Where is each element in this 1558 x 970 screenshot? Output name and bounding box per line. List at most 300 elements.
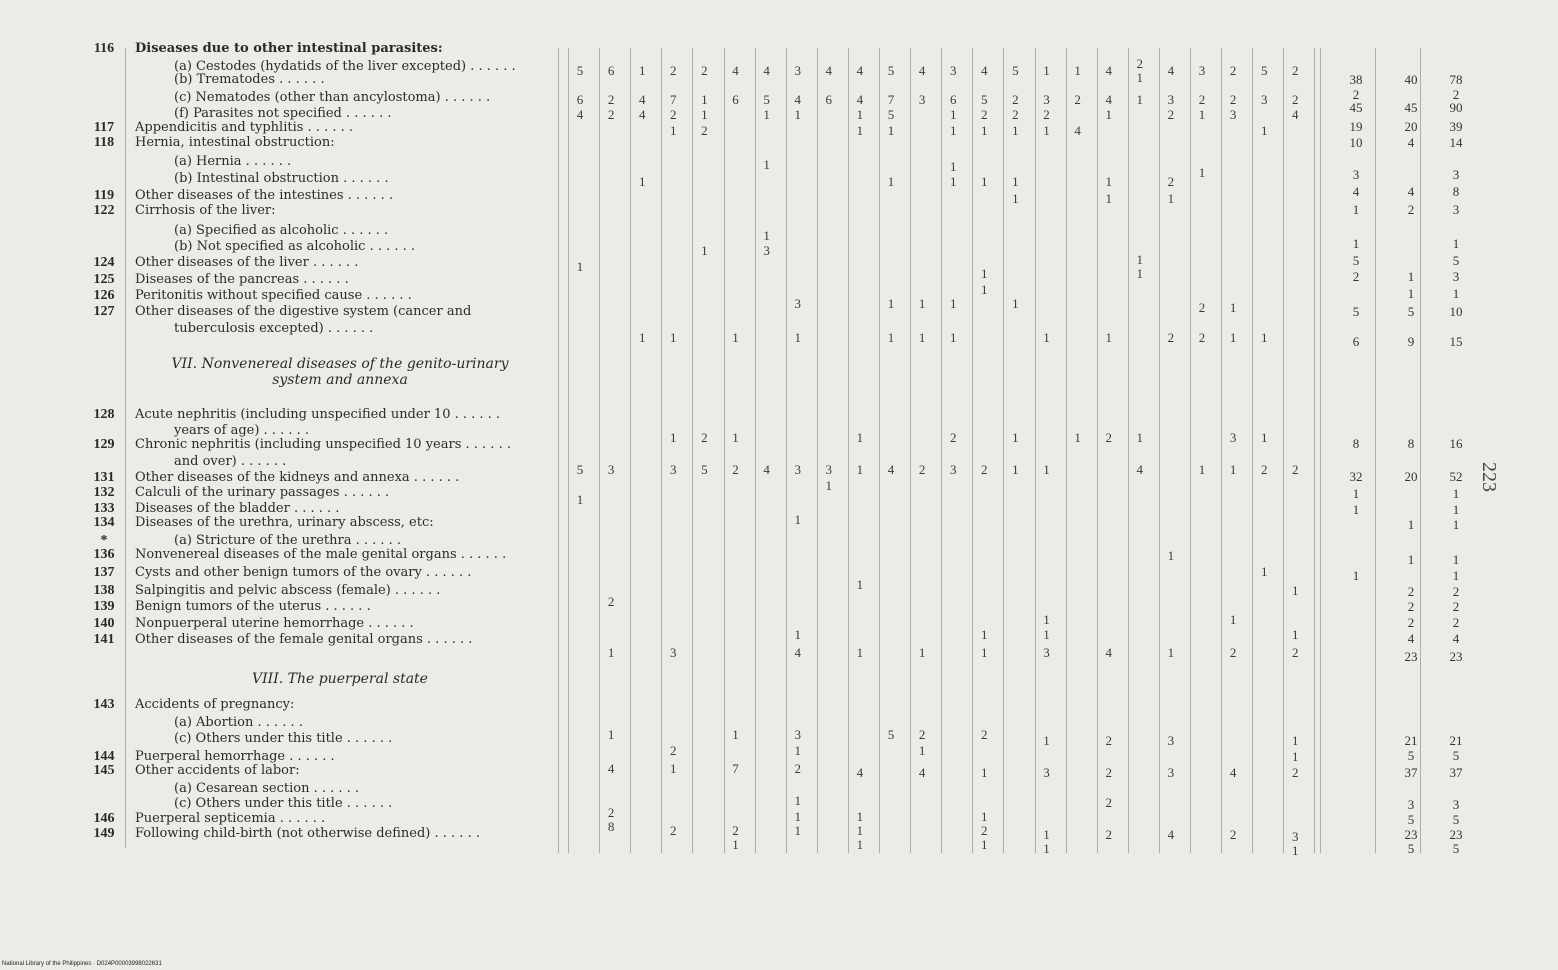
- table-cell: 1: [949, 330, 957, 345]
- cause-label: Diseases of the pancreas . . . . . .: [135, 273, 349, 287]
- column-rule: [755, 48, 756, 853]
- table-cell: 1: [1136, 252, 1144, 267]
- table-cell: 1: [949, 159, 957, 174]
- table-cell: 2: [981, 107, 988, 122]
- table-cell: 1: [1167, 191, 1175, 206]
- cause-number: 144: [93, 749, 115, 764]
- table-cell: 1: [1136, 266, 1144, 281]
- table-cell: 3: [1167, 733, 1175, 748]
- cause-number: *: [100, 533, 108, 548]
- cause-number: 124: [93, 255, 115, 270]
- table-cell: 2: [1292, 92, 1299, 107]
- table-cell: 1: [670, 330, 677, 345]
- cause-label: Cirrhosis of the liver:: [135, 204, 276, 218]
- table-cell: 1: [856, 809, 864, 824]
- total-cell: 1: [1407, 269, 1415, 284]
- column-rule: [630, 48, 631, 853]
- table-cell: 1: [1292, 583, 1299, 598]
- cause-number: 139: [93, 599, 115, 614]
- cause-label: Other accidents of labor:: [135, 764, 300, 778]
- table-cell: 4: [607, 761, 615, 776]
- table-cell: 2: [1198, 92, 1206, 107]
- total-cell: 4: [1407, 184, 1415, 199]
- total-cell: 2: [1452, 584, 1460, 599]
- cause-number: 127: [93, 304, 115, 319]
- total-cell: 1: [1352, 486, 1360, 501]
- total-cell: 23: [1449, 649, 1463, 664]
- total-cell: 32: [1349, 469, 1363, 484]
- cause-label: (c) Others under this title . . . . . .: [174, 732, 393, 746]
- table-cell: 3: [918, 92, 926, 107]
- column-rule: [879, 48, 880, 853]
- table-cell: 1: [1198, 107, 1206, 122]
- total-cell: 5: [1452, 812, 1460, 827]
- cause-label: Puerperal hemorrhage . . . . . .: [135, 750, 335, 764]
- column-rule: [1159, 48, 1160, 853]
- column-rule: [1066, 48, 1067, 853]
- column-rule: [558, 48, 559, 853]
- table-cell: 8: [607, 819, 615, 834]
- table-cell: 1: [763, 228, 770, 243]
- table-cell: 5: [576, 63, 584, 78]
- column-rule: [1221, 48, 1222, 853]
- cause-number: 145: [93, 763, 115, 778]
- table-cell: 2: [918, 462, 926, 477]
- table-cell: 1: [1229, 462, 1237, 477]
- table-cell: 4: [1074, 123, 1081, 138]
- table-cell: 1: [1012, 174, 1019, 189]
- table-cell: 2: [1229, 827, 1237, 842]
- cause-number: 117: [93, 120, 115, 135]
- total-cell: 4: [1407, 631, 1415, 646]
- table-cell: 1: [794, 107, 801, 122]
- total-cell: 14: [1449, 135, 1463, 150]
- cause-label: Nonpuerperal uterine hemorrhage . . . . . .: [135, 617, 414, 631]
- total-cell: 3: [1407, 797, 1415, 812]
- table-cell: 4: [732, 63, 739, 78]
- cause-number: 132: [93, 485, 115, 500]
- table-cell: 1: [1292, 749, 1299, 764]
- column-rule: [1252, 48, 1253, 853]
- cause-label: tuberculosis excepted) . . . . . .: [174, 322, 374, 336]
- table-cell: 1: [856, 645, 864, 660]
- column-rule: [1035, 48, 1036, 853]
- table-cell: 1: [576, 492, 584, 507]
- total-cell: 23: [1404, 649, 1418, 664]
- total-cell: 78: [1449, 72, 1463, 87]
- cause-number: 140: [93, 616, 115, 631]
- table-cell: 3: [1043, 92, 1050, 107]
- total-cell: 10: [1449, 304, 1463, 319]
- cause-number: 137: [93, 565, 115, 580]
- total-cell: 1: [1352, 202, 1360, 217]
- cause-label: Diseases due to other intestinal parasites:: [135, 42, 443, 56]
- table-cell: 2: [732, 462, 739, 477]
- table-cell: 1: [1198, 165, 1206, 180]
- table-cell: 1: [1105, 107, 1112, 122]
- table-cell: 1: [607, 727, 615, 742]
- total-cell: 3: [1452, 167, 1460, 182]
- total-cell: 2: [1352, 269, 1360, 284]
- total-cell: 1: [1407, 552, 1415, 567]
- table-cell: 4: [825, 63, 833, 78]
- cause-label: Calculi of the urinary passages . . . . . .: [135, 486, 390, 500]
- table-cell: 4: [856, 92, 864, 107]
- cause-label: (a) Cestodes (hydatids of the liver excepted) . . . . . .: [174, 60, 516, 74]
- table-cell: 1: [856, 107, 864, 122]
- total-cell: 21: [1449, 733, 1463, 748]
- table-cell: 4: [1167, 63, 1175, 78]
- table-cell: 3: [949, 462, 957, 477]
- cause-number: 116: [93, 41, 115, 56]
- table-cell: 1: [856, 123, 864, 138]
- table-cell: 1: [670, 761, 677, 776]
- table-cell: 1: [1292, 627, 1299, 642]
- table-cell: 4: [918, 765, 926, 780]
- column-rule: [568, 48, 569, 853]
- column-rule: [1314, 48, 1315, 853]
- column-rule: [786, 48, 787, 853]
- total-cell: 8: [1352, 436, 1360, 451]
- table-cell: 1: [732, 430, 739, 445]
- table-cell: 5: [1012, 63, 1019, 78]
- table-cell: 6: [732, 92, 739, 107]
- table-cell: 1: [1012, 430, 1019, 445]
- cause-number: 136: [93, 547, 115, 562]
- total-cell: 5: [1452, 253, 1460, 268]
- section-heading-line: VII. Nonvenereal diseases of the genito-urinary: [171, 356, 509, 372]
- table-cell: 1: [949, 174, 957, 189]
- table-cell: 2: [670, 107, 677, 122]
- column-rule: [125, 48, 126, 848]
- total-cell: 1: [1452, 568, 1460, 583]
- table-cell: 1: [856, 837, 864, 852]
- total-cell: 5: [1407, 748, 1415, 763]
- total-cell: 2: [1452, 87, 1460, 102]
- table-cell: 1: [981, 765, 988, 780]
- cause-label: Other diseases of the digestive system (cancer and: [135, 305, 472, 319]
- table-cell: 1: [949, 107, 957, 122]
- page-number: 223: [1478, 462, 1500, 492]
- table-cell: 2: [1229, 92, 1237, 107]
- cause-label: Other diseases of the intestines . . . . . .: [135, 189, 394, 203]
- total-cell: 3: [1452, 797, 1460, 812]
- cause-label: (c) Nematodes (other than ancylostoma) . . . . . .: [174, 91, 491, 105]
- table-cell: 2: [1105, 827, 1112, 842]
- table-cell: 2: [607, 594, 615, 609]
- table-cell: 4: [576, 107, 584, 122]
- table-cell: 1: [918, 296, 926, 311]
- table-cell: 4: [1167, 827, 1175, 842]
- total-cell: 20: [1404, 469, 1418, 484]
- table-cell: 2: [1136, 56, 1144, 71]
- table-cell: 1: [981, 266, 988, 281]
- cause-number: 143: [93, 697, 115, 712]
- table-cell: 4: [763, 63, 770, 78]
- cause-label: Chronic nephritis (including unspecified 10 years . . . . . .: [135, 438, 511, 452]
- table-cell: 1: [918, 330, 926, 345]
- total-cell: 45: [1349, 100, 1363, 115]
- total-cell: 16: [1449, 436, 1463, 451]
- table-cell: 2: [701, 63, 708, 78]
- table-cell: 1: [1012, 462, 1019, 477]
- table-cell: 3: [670, 462, 677, 477]
- cause-label: and over) . . . . . .: [174, 455, 287, 469]
- table-cell: 3: [1229, 107, 1237, 122]
- table-cell: 2: [1105, 795, 1112, 810]
- column-rule: [599, 48, 600, 853]
- cause-number: 149: [93, 826, 115, 841]
- cause-label: (a) Stricture of the urethra . . . . . .: [174, 534, 402, 548]
- total-cell: 8: [1452, 184, 1460, 199]
- table-cell: 2: [1012, 92, 1019, 107]
- column-rule: [724, 48, 725, 853]
- total-cell: 1: [1452, 502, 1460, 517]
- table-cell: 1: [670, 123, 677, 138]
- cause-label: Hernia, intestinal obstruction:: [135, 136, 335, 150]
- table-cell: 1: [1043, 330, 1050, 345]
- table-cell: 1: [638, 174, 646, 189]
- table-cell: 1: [1074, 430, 1081, 445]
- table-cell: 2: [949, 430, 957, 445]
- table-cell: 1: [856, 823, 864, 838]
- table-cell: 4: [794, 645, 801, 660]
- table-cell: 1: [1012, 123, 1019, 138]
- column-rule: [1128, 48, 1129, 853]
- table-cell: 1: [981, 645, 988, 660]
- cause-label: (a) Abortion . . . . . .: [174, 716, 303, 730]
- table-cell: 1: [1260, 123, 1268, 138]
- cause-label: Other diseases of the liver . . . . . .: [135, 256, 359, 270]
- table-cell: 2: [1167, 107, 1175, 122]
- table-cell: 4: [763, 462, 770, 477]
- column-rule: [1003, 48, 1004, 853]
- table-cell: 2: [1043, 107, 1050, 122]
- total-cell: 23: [1404, 827, 1418, 842]
- total-cell: 45: [1404, 100, 1418, 115]
- cause-label: Other diseases of the female genital organs . . . . . .: [135, 633, 473, 647]
- table-cell: 1: [1043, 627, 1050, 642]
- table-cell: 6: [576, 92, 584, 107]
- total-cell: 5: [1352, 304, 1360, 319]
- table-cell: 7: [670, 92, 677, 107]
- table-cell: 1: [887, 296, 895, 311]
- total-cell: 37: [1449, 765, 1463, 780]
- total-cell: 5: [1452, 841, 1460, 856]
- table-cell: 2: [670, 823, 677, 838]
- table-cell: 3: [1292, 829, 1299, 844]
- table-cell: 6: [607, 63, 615, 78]
- table-cell: 1: [1260, 430, 1268, 445]
- cause-label: (b) Trematodes . . . . . .: [174, 73, 325, 87]
- total-cell: 39: [1449, 119, 1463, 134]
- cause-label: (a) Specified as alcoholic . . . . . .: [174, 224, 389, 238]
- table-cell: 1: [981, 627, 988, 642]
- total-cell: 2: [1407, 202, 1415, 217]
- table-cell: 4: [1136, 462, 1144, 477]
- table-cell: 1: [794, 330, 801, 345]
- total-cell: 1: [1407, 286, 1415, 301]
- total-cell: 40: [1404, 72, 1418, 87]
- table-cell: 5: [576, 462, 584, 477]
- cause-label: Nonvenereal diseases of the male genital organs . . . . . .: [135, 548, 507, 562]
- table-cell: 1: [732, 727, 739, 742]
- table-cell: 4: [1105, 92, 1112, 107]
- table-cell: 3: [825, 462, 833, 477]
- total-cell: 2: [1407, 615, 1415, 630]
- table-cell: 3: [794, 462, 801, 477]
- total-cell: 1: [1452, 486, 1460, 501]
- cause-number: 129: [93, 437, 115, 452]
- total-cell: 5: [1352, 253, 1360, 268]
- table-cell: 1: [701, 243, 708, 258]
- table-cell: 3: [670, 645, 677, 660]
- total-cell: 1: [1352, 502, 1360, 517]
- cause-label: Appendicitis and typhlitis . . . . . .: [135, 121, 353, 135]
- cause-label: Cysts and other benign tumors of the ovary . . . . . .: [135, 566, 472, 580]
- table-cell: 2: [607, 107, 615, 122]
- total-cell: 1: [1452, 552, 1460, 567]
- table-cell: 1: [1229, 612, 1237, 627]
- table-cell: 3: [1229, 430, 1237, 445]
- table-cell: 1: [949, 296, 957, 311]
- total-cell: 8: [1407, 436, 1415, 451]
- table-cell: 2: [1229, 63, 1237, 78]
- table-cell: 1: [794, 743, 801, 758]
- column-rule: [692, 48, 693, 853]
- table-cell: 1: [794, 809, 801, 824]
- cause-label: Diseases of the bladder . . . . . .: [135, 502, 340, 516]
- table-cell: 5: [887, 107, 895, 122]
- table-cell: 1: [981, 123, 988, 138]
- table-cell: 2: [1229, 645, 1237, 660]
- table-cell: 4: [1292, 107, 1299, 122]
- column-rule: [910, 48, 911, 853]
- table-cell: 1: [732, 330, 739, 345]
- column-rule: [848, 48, 849, 853]
- table-cell: 1: [1292, 843, 1299, 858]
- table-cell: 1: [856, 462, 864, 477]
- cause-label: Benign tumors of the uterus . . . . . .: [135, 600, 371, 614]
- table-cell: 2: [732, 823, 739, 838]
- table-cell: 1: [1105, 191, 1112, 206]
- table-cell: 1: [576, 259, 584, 274]
- table-cell: 1: [856, 430, 864, 445]
- table-cell: 3: [949, 63, 957, 78]
- column-rule: [1097, 48, 1098, 853]
- column-rule: [1190, 48, 1191, 853]
- total-cell: 1: [1452, 286, 1460, 301]
- table-cell: 1: [1105, 174, 1112, 189]
- table-cell: 2: [670, 63, 677, 78]
- table-cell: 1: [949, 123, 957, 138]
- table-cell: 1: [607, 645, 615, 660]
- table-cell: 1: [1229, 300, 1237, 315]
- column-rule: [941, 48, 942, 853]
- table-cell: 2: [981, 823, 988, 838]
- cause-number: 122: [93, 203, 115, 218]
- table-cell: 1: [1043, 612, 1050, 627]
- table-cell: 2: [1105, 733, 1112, 748]
- table-cell: 1: [1260, 330, 1268, 345]
- table-cell: 2: [794, 761, 801, 776]
- table-cell: 1: [794, 823, 801, 838]
- table-cell: 1: [763, 107, 770, 122]
- total-cell: 3: [1352, 167, 1360, 182]
- table-cell: 5: [763, 92, 770, 107]
- table-cell: 1: [794, 627, 801, 642]
- cause-number: 146: [93, 811, 115, 826]
- total-cell: 4: [1407, 135, 1415, 150]
- table-cell: 5: [887, 63, 895, 78]
- table-cell: 6: [949, 92, 957, 107]
- cause-label: (b) Not specified as alcoholic . . . . . .: [174, 240, 416, 254]
- total-cell: 6: [1352, 334, 1360, 349]
- cause-number: 133: [93, 501, 115, 516]
- table-cell: 1: [918, 645, 926, 660]
- table-cell: 1: [887, 174, 895, 189]
- table-cell: 1: [1043, 733, 1050, 748]
- scan-footer: National Library of the Philippines · D024P00003998022631: [2, 961, 162, 967]
- table-cell: 5: [887, 727, 895, 742]
- total-cell: 5: [1407, 304, 1415, 319]
- table-cell: 2: [1198, 300, 1206, 315]
- table-cell: 1: [918, 743, 926, 758]
- table-cell: 4: [856, 765, 864, 780]
- cause-number: 134: [93, 515, 115, 530]
- table-cell: 1: [1043, 841, 1050, 856]
- cause-number: 126: [93, 288, 115, 303]
- table-cell: 1: [981, 809, 988, 824]
- table-cell: 1: [887, 123, 895, 138]
- table-cell: 1: [638, 63, 646, 78]
- total-cell: 2: [1452, 599, 1460, 614]
- column-rule: [972, 48, 973, 853]
- table-cell: 1: [1043, 462, 1050, 477]
- table-cell: 2: [1105, 430, 1112, 445]
- section-heading-line: system and annexa: [272, 372, 408, 388]
- table-cell: 1: [1198, 462, 1206, 477]
- table-cell: 2: [1292, 765, 1299, 780]
- table-cell: 4: [1105, 645, 1112, 660]
- cause-label: Diseases of the urethra, urinary abscess, etc:: [135, 516, 434, 530]
- table-cell: 2: [981, 462, 988, 477]
- table-cell: 2: [1292, 645, 1299, 660]
- cause-label: Salpingitis and pelvic abscess (female) . . . . . .: [135, 584, 441, 598]
- table-cell: 1: [638, 330, 646, 345]
- table-cell: 1: [887, 330, 895, 345]
- cause-label: Puerperal septicemia . . . . . .: [135, 812, 326, 826]
- table-cell: 1: [1167, 548, 1175, 563]
- total-cell: 10: [1349, 135, 1363, 150]
- total-cell: 2: [1452, 615, 1460, 630]
- table-cell: 2: [1167, 174, 1175, 189]
- table-cell: 1: [701, 92, 708, 107]
- total-cell: 3: [1452, 202, 1460, 217]
- table-cell: 1: [763, 157, 770, 172]
- table-cell: 3: [794, 63, 801, 78]
- total-cell: 23: [1449, 827, 1463, 842]
- table-cell: 1: [1043, 827, 1050, 842]
- table-cell: 4: [918, 63, 926, 78]
- total-cell: 4: [1452, 631, 1460, 646]
- table-cell: 1: [1074, 63, 1081, 78]
- total-cell: 2: [1352, 87, 1360, 102]
- table-cell: 5: [701, 462, 708, 477]
- table-cell: 2: [1260, 462, 1268, 477]
- cause-label: (a) Cesarean section . . . . . .: [174, 782, 360, 796]
- cause-number: 141: [93, 632, 115, 647]
